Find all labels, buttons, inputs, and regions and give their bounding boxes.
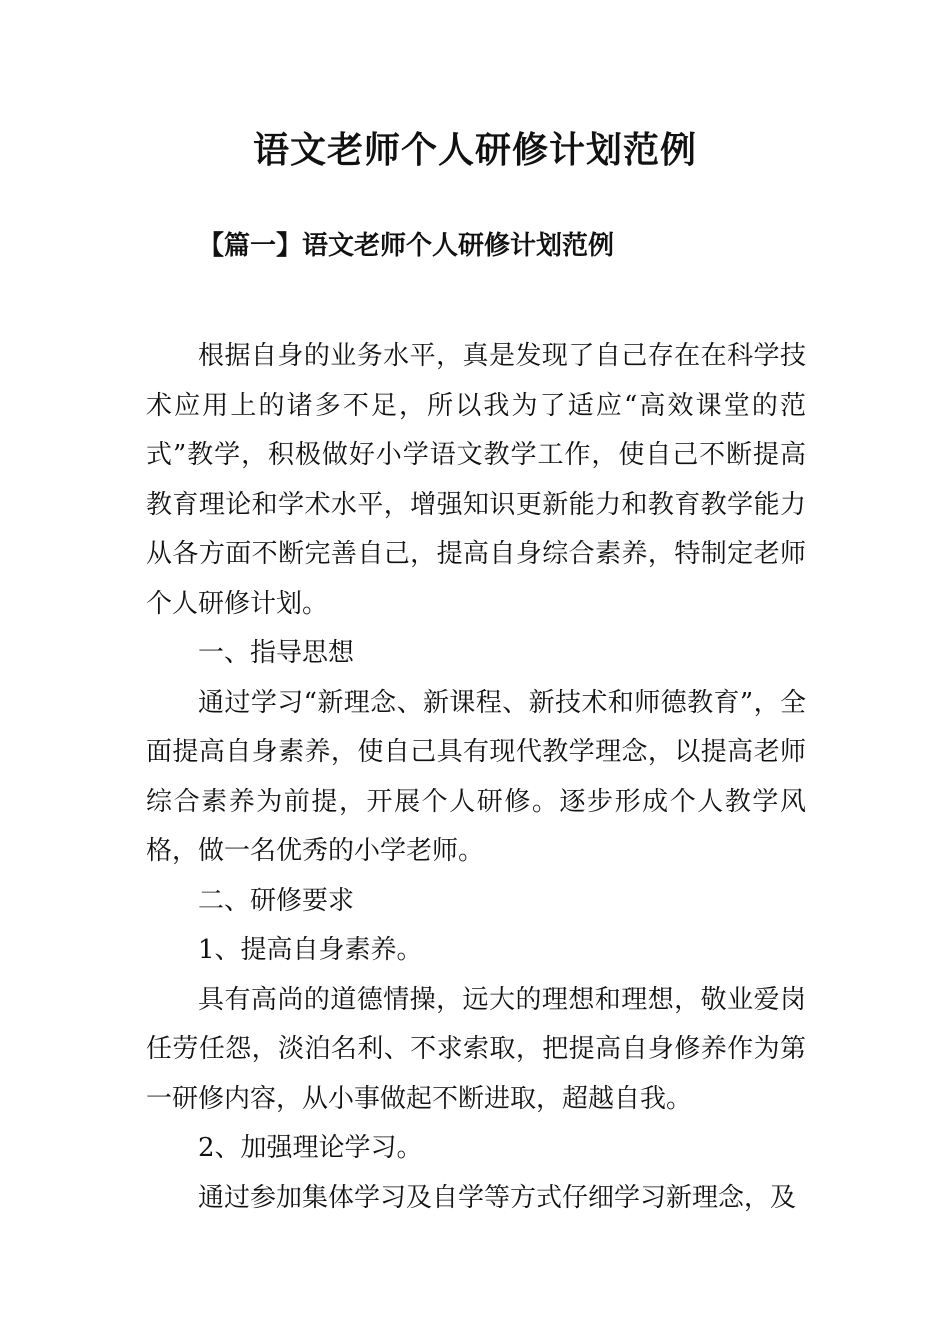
section-heading: 【篇一】语文老师个人研修计划范例: [198, 231, 615, 261]
paragraph-intro: 根据自身的业务水平，真是发现了自己存在在科学技术应用上的诸多不足，所以我为了适应“高效课堂的范式”教学，积极做好小学语文教学工作，使自己不断提高教育理论和学术水平，增强知识更新能力和教育教学能力从各方面不断完善自己，提高自身综合素养，特制定老师个人研修计划。: [146, 341, 806, 619]
document-body: [146, 332, 806, 1223]
heading-study-requirements: 二、研修要求: [198, 885, 355, 916]
subheading-theory-study: 2、加强理论学习。: [198, 1133, 423, 1163]
subheading-improve-quality: 1、提高自身素养。: [198, 935, 423, 965]
heading-guiding-ideology: 一、指导思想: [198, 638, 355, 668]
paragraph-theory-study: 通过参加集体学习及自学等方式仔细学习新理念，及: [198, 1182, 797, 1213]
paragraph-guiding-ideology: 通过学习“新理念、新课程、新技术和师德教育”，全面提高自身素养，使自己具有现代教学理念，以提高老师综合素养为前提，开展个人研修。逐步形成个人教学风格，做一名优秀的小学老师。: [146, 687, 806, 866]
paragraph-improve-quality: 具有高尚的道德情操，远大的理想和理想，敬业爱岗任劳任怨，淡泊名利、不求索取，把提高自身修养作为第一研修内容，从小事做起不断进取，超越自我。: [146, 984, 806, 1114]
document-title: 语文老师个人研修计划范例: [252, 129, 697, 171]
